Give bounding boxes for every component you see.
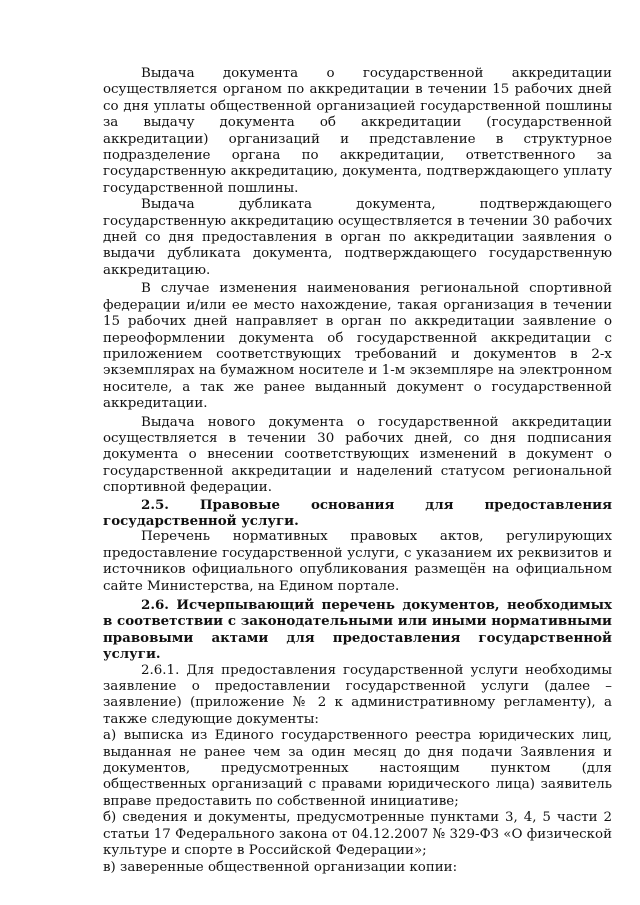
paragraph-name-change: В случае изменения наименования региональной спортивной федерации и/или ее место нахождение, такая организация в течении 15 рабочих дней направляет в орган по аккредитации заявление о переоформлении документа об государственной аккредитации с приложением соответствующих требований и документов в 2-х экземплярах на бумажном носителе и 1-м экземпляре на электронном носителе, а так же ранее выданный документ о государственной аккредитации. xyxy=(103,281,612,412)
paragraph-accreditation-issue: Выдача документа о государственной аккредитации осуществляется органом по аккредитации в течении 15 рабочих дней со дня уплаты общественной организацией государственной пошлины за выдачу документа об аккредитации (государственной аккредитации) организаций и представление в структурное подразделение органа по аккредитации, ответственного за государственную аккредитацию, документа, подтверждающего уплату государственной пошлины. xyxy=(103,66,612,196)
section-heading-2-6: 2.6. Исчерпывающий перечень документов, необходимых в соответствии с законодательными или иными нормативными правовыми актами для предоставления государственной услуги. xyxy=(103,597,612,663)
list-item-c: в) заверенные общественной организации копии: xyxy=(103,859,458,875)
section-heading-2-5: 2.5. Правовые основания для предоставления государственной услуги. xyxy=(103,496,612,529)
list-item-b: б) сведения и документы, предусмотренные пунктами 3, 4, 5 части 2 статьи 17 Федерального закона от 04.12.2007 № 329-ФЗ «О физической культуре и спорте в Российской Федерации»; xyxy=(103,810,612,859)
paragraph-new-document: Выдача нового документа о государственной аккредитации осуществляется в течении 30 рабочих дней, со дня подписания документа о внесении соответствующих изменений в документ о государственной аккредитации и наделений статусом региональной спортивной федерации. xyxy=(103,414,612,496)
list-item-a: а) выписка из Единого государственного реестра юридических лиц, выданная не ранее чем за один месяц до дня подачи Заявления и документов, предусмотренных настоящим пунктом (для общественных организаций с правами юридического лица) заявитель вправе предоставить по собственной инициативе; xyxy=(103,728,612,809)
paragraph-duplicate-issue: Выдача дубликата документа, подтверждающего государственную аккредитацию осуществляется в течении 30 рабочих дней со дня предоставления в орган по аккредитации заявления о выдачи дубликата документа, подтверждающего государственную аккредитацию. xyxy=(103,197,612,278)
paragraph-legal-acts: Перечень нормативных правовых актов, регулирующих предоставление государственной услуги, с указанием их реквизитов и источников официального опубликования размещён на официальном сайте Министерства, на Едином портале. xyxy=(103,529,612,594)
paragraph-2-6-1: 2.6.1. Для предоставления государственной услуги необходимы заявление о предоставлении государственной услуги (далее – заявление) (приложение № 2 к административному регламенту), а также следующие документы: xyxy=(103,662,612,727)
